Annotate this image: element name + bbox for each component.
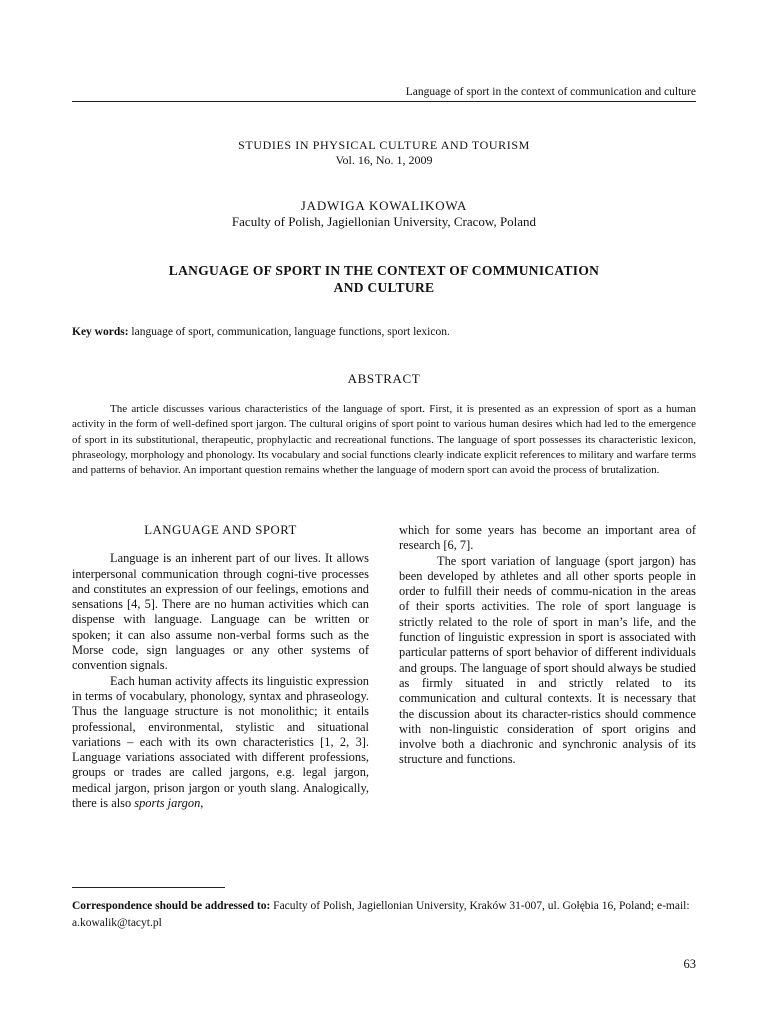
section-heading: LANGUAGE AND SPORT [144,523,297,537]
article-title-line2: AND CULTURE [333,280,435,295]
author-affiliation: Faculty of Polish, Jagiellonian University, Cracow, Poland [231,214,537,229]
keywords-text: language of sport, communication, language functions, sport lexicon. [128,326,450,338]
journal-volume: Vol. 16, No. 1, 2009 [335,153,433,167]
article-title [110,262,658,296]
abstract-heading: ABSTRACT [347,371,421,386]
article-title-line1: LANGUAGE OF SPORT IN THE CONTEXT OF COMMUNICATION [168,263,600,278]
keywords [72,326,696,338]
body-paragraph: The sport variation of language (sport jargon) has been developed by athletes and all other sports people in order to fulfill their needs of commu-nication in the areas of their sports activities. The role of sport language is strictly related to the role of sport in man’s life, and the function of linguistic expression in sport is associated with particular patterns of sport behavior of different individuals and groups. The language of sport should always be studied as firmly situated in and strictly related to its communication and cultural contexts. It is necessary that the discussion about its character-ristics should commence with non-linguistic consideration of sport origins and involve both a diachronic and synchronic analysis of its structure and functions. [399,553,696,767]
page-number: 63 [683,957,696,971]
left-column [72,523,369,811]
abstract-text: The article discusses various characteristics of the language of sport. First, it is presented as an expression of sport as a human activity in the form of well-defined sport jargon. The cultural origins of sport point to various human desires which had led to the emergence of sport in its substitutional, therapeutic, prophylactic and recreational functions. The language of sport possesses its characteristic lexicon, phraseology, morphology and phonology. Its vocabulary and social functions clearly indicate explicit references to military and warfare terms and patterns of behavior. An important question remains whether the language of modern sport can avoid the process of brutalization. [72,403,696,477]
journal-info [72,138,696,168]
body-paragraph: which for some years has become an important area of research [6, 7]. [399,523,696,553]
right-column [399,523,696,768]
body-paragraph [72,674,369,812]
running-head: Language of sport in the context of communication and culture [72,86,696,102]
italic-term: sports jargon [134,796,201,811]
body-text: Each human activity affects its linguistic expression in terms of vocabulary, phonology, syntax and phraseology. Thus the language structure is not monolithic; it entails professional, environmental, stylistic and situational variations – each with its own characteristics [1, 2, 3]. Language variations associated with different professions, groups or trades are called jargons, e.g. legal jargon, medical jargon, prison jargon or youth slang. Analogically, there is also [72,673,369,811]
body-text: , [200,796,204,811]
author-name: JADWIGA KOWALIKOWA [300,198,468,213]
keywords-label: Key words: [72,326,129,338]
footnote-label: Correspondence should be addressed to: [72,900,271,912]
footnote-rule [72,887,225,888]
author-block [72,198,696,230]
footnote-text: Faculty of Polish, Jagiellonian University, Kraków 31-007, ul. Gołębia 16, Poland; e-mail: a.kowalik@tacyt.pl [72,900,690,929]
footnote [72,898,696,931]
body-paragraph: Language is an inherent part of our lives. It allows interpersonal communication through cogni-tive processes and constitutes an expression of our feelings, emotions and sensations [4, 5]. There are no human activities which can dispense with language. Language can be written or spoken; it can also assume non-verbal forms such as the Morse code, sign languages or any other systems of convention signals. [72,551,369,673]
journal-title: STUDIES IN PHYSICAL CULTURE AND TOURISM [238,138,530,152]
